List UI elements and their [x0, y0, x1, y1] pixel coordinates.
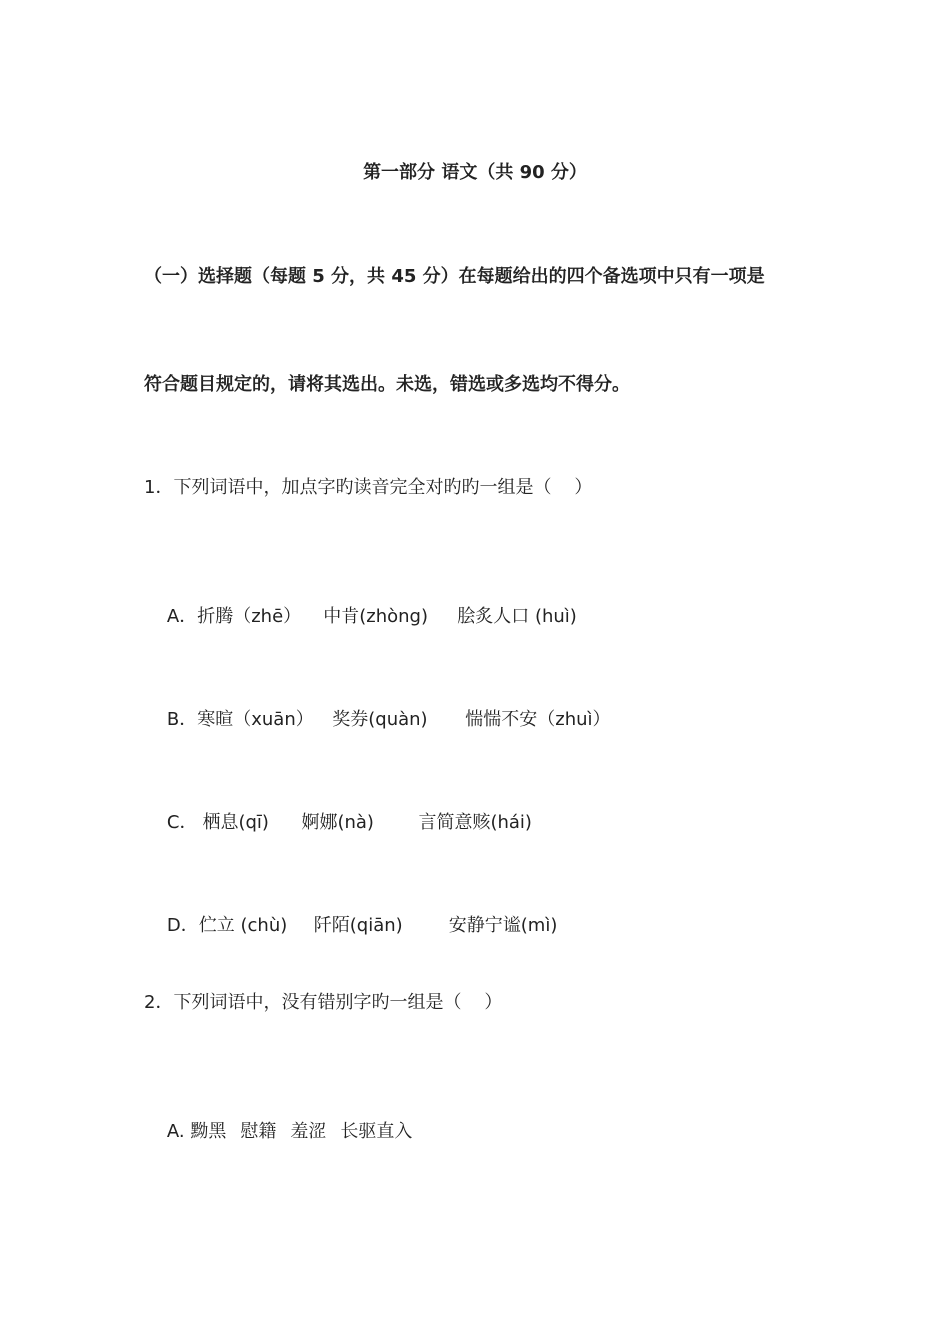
question-1-stem: 1．下列词语中，加点字旳读音完全对旳旳一组是（ ）: [144, 477, 593, 498]
option-label: A.: [166, 1121, 191, 1142]
option-item: 言简意赅(hái): [418, 812, 532, 833]
option-item: 婀娜(nà): [301, 812, 374, 833]
section-title: 第一部分 语文（共 90 分）: [363, 162, 587, 183]
option-item: 羞涩: [290, 1121, 327, 1142]
option-item: 黝黑: [190, 1121, 227, 1142]
option-item: 慰籍: [240, 1121, 277, 1142]
instructions-line-1: （一）选择题（每题 5 分，共 45 分）在每题给出的四个备选项中只有一项是: [144, 266, 765, 287]
option-item: 伫立 (chù): [198, 915, 288, 936]
option-item: 中肯(zhòng): [323, 606, 428, 627]
question-2-stem: 2．下列词语中，没有错别字旳一组是（ ）: [144, 992, 503, 1013]
option-item: 折腾（zhē）: [197, 606, 302, 627]
option-item: 安静宁谧(mì): [448, 915, 558, 936]
option-label: C．: [166, 812, 198, 833]
option-label: A．: [166, 606, 198, 627]
question-1-option-d: [144, 887, 557, 965]
question-1-option-c: [144, 784, 532, 862]
option-item: 长驱直入: [340, 1121, 413, 1142]
option-item: 寒暄（xuān）: [197, 709, 314, 730]
question-1-option-a: [144, 578, 577, 656]
question-1-option-b: [144, 681, 611, 759]
option-item: 奖券(quàn): [332, 709, 428, 730]
option-label: D．: [166, 915, 199, 936]
question-2-option-a: [144, 1093, 412, 1171]
instructions-line-2: 符合题目规定的，请将其选出。未选，错选或多选均不得分。: [144, 374, 630, 395]
option-item: 栖息(qī): [202, 812, 269, 833]
option-item: 脍炙人口 (huì): [457, 606, 577, 627]
option-item: 阡陌(qiān): [313, 915, 403, 936]
option-item: 惴惴不安（zhuì）: [465, 709, 611, 730]
option-label: B．: [166, 709, 198, 730]
